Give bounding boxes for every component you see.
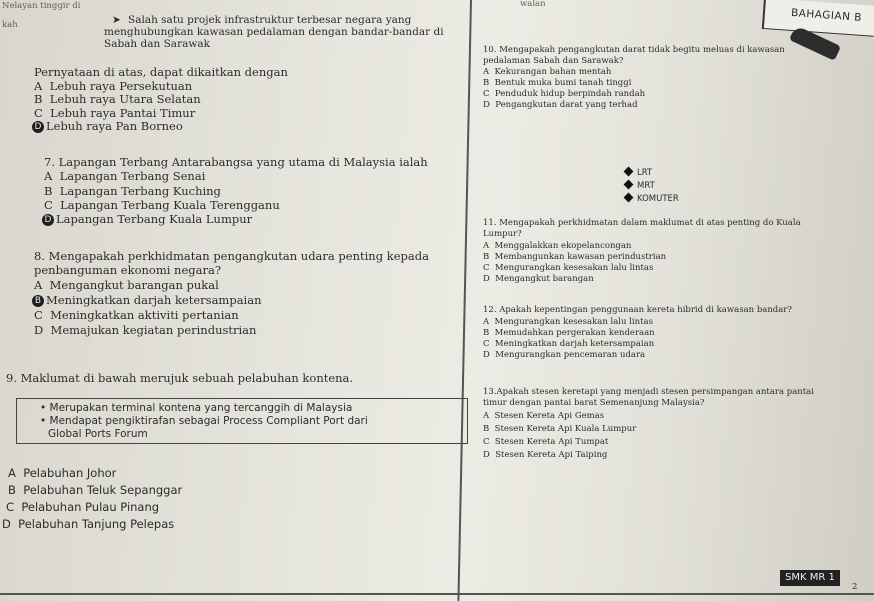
corner-text-top: walan [520, 0, 546, 9]
option-letter: A [483, 67, 490, 77]
option-letter: D [483, 274, 490, 284]
option-text: Mengangkut barangan pukal [49, 278, 219, 292]
option-letter-circled: D [32, 121, 44, 133]
q8-stem-2: penbanguman ekonomi negara? [34, 263, 222, 277]
q9-box-line-2: • Mendapat pengiktirafan sebagai Process Compliant Port dari [40, 415, 368, 427]
box-line-text: Mendapat pengiktirafan sebagai Process Compliant Port dari [49, 415, 368, 427]
q9-option-d [2, 518, 174, 531]
option-letter: B [483, 78, 490, 88]
option-text: Lapangan Terbang Kuching [59, 184, 221, 198]
q12-option-b [483, 328, 655, 338]
q11-option-b [483, 252, 666, 262]
q6-bullet: ➤ [112, 14, 121, 26]
option-letter: A [8, 466, 16, 480]
option-text: Lebuh raya Pantai Timur [50, 106, 196, 120]
option-text: Memudahkan pergerakan kenderaan [494, 328, 655, 338]
option-letter: B [483, 252, 490, 262]
corner-text: Nelayan tinggir di [2, 1, 81, 11]
option-letter: C [483, 339, 490, 349]
option-letter: A [34, 79, 43, 93]
option-letter: A [483, 411, 490, 421]
q9-option-b [8, 484, 182, 497]
option-letter-circled: D [42, 214, 54, 226]
option-text: Pelabuhan Tanjung Pelepas [18, 517, 175, 531]
q9-box-line-1: • Merupakan terminal kontena yang tercanggih di Malaysia [40, 402, 353, 414]
option-text: Memajukan kegiatan perindustrian [50, 323, 257, 337]
legend-item-lrt [625, 168, 652, 179]
option-text: Mengurangkan pencemaran udara [495, 350, 646, 360]
q7-option-a [44, 170, 205, 183]
q12-option-a [483, 317, 653, 327]
legend-item-komuter [625, 194, 679, 205]
option-letter: B [44, 184, 53, 198]
q13-option-a [483, 411, 604, 421]
option-letter-circled: B [32, 295, 44, 307]
q13-option-c [483, 437, 608, 447]
option-letter: D [483, 450, 490, 460]
option-text: Menggalakkan ekopelancongan [494, 241, 632, 251]
q11-option-a [483, 241, 631, 251]
option-text: Stesen Kereta Api Gemas [494, 411, 605, 421]
option-letter: A [44, 169, 53, 183]
option-letter: D [2, 517, 11, 531]
diamond-icon [624, 167, 634, 177]
q6-statement-3: Sabah dan Sarawak [104, 38, 210, 50]
option-text: Meningkatkan darjah ketersampaian [494, 339, 655, 349]
option-text: Lapangan Terbang Kuala Lumpur [56, 212, 253, 226]
q10-option-a [483, 67, 611, 77]
section-label: BAHAGIAN B [790, 6, 863, 24]
option-letter: D [483, 350, 490, 360]
school-badge: SMK MR 1 [780, 570, 840, 586]
q6-option-d [32, 120, 183, 133]
option-text: Membangunkan kawasan perindustrian [494, 252, 667, 262]
box-line-text: Merupakan terminal kontena yang tercanggih di Malaysia [49, 402, 353, 414]
option-text: Mengangkut barangan [495, 274, 594, 284]
q13-stem-2: timur dengan pantai barat Semenanjung Malaysia? [483, 398, 705, 408]
option-text: Pelabuhan Pulau Pinang [21, 500, 160, 514]
section-header [762, 0, 874, 37]
option-letter: C [34, 106, 43, 120]
q10-option-c [483, 89, 645, 99]
q7-option-c [44, 199, 280, 212]
option-text: Mengurangkan kesesakan lalu lintas [494, 263, 654, 273]
q6-stem: Pernyataan di atas, dapat dikaitkan dengan [34, 65, 288, 79]
option-text: Stesen Kereta Api Tumpat [494, 437, 609, 447]
q13-option-d [483, 450, 607, 460]
option-text: Mengurangkan kesesakan lalu lintas [494, 317, 653, 327]
option-letter: C [44, 198, 53, 212]
corner-text-2: kah [2, 20, 18, 30]
q11-stem-2: Lumpur? [483, 229, 522, 239]
q6-statement-1: Salah satu projek infrastruktur terbesar negara yang [128, 14, 412, 26]
q9-stem: 9. Maklumat di bawah merujuk sebuah pelabuhan kontena. [6, 371, 354, 385]
option-letter: B [483, 328, 490, 338]
legend-item-mrt [625, 181, 655, 192]
q10-option-b [483, 78, 631, 88]
option-text: Meningkatkan darjah ketersampaian [46, 293, 262, 307]
q13-option-b [483, 424, 636, 434]
option-letter: C [34, 308, 43, 322]
q8-option-a [34, 279, 219, 292]
option-letter: D [483, 100, 490, 110]
option-letter: D [34, 323, 44, 337]
option-text: Meningkatkan aktiviti pertanian [50, 308, 239, 322]
option-letter: B [483, 424, 490, 434]
option-letter: A [483, 317, 490, 327]
q7-stem: 7. Lapangan Terbang Antarabangsa yang utama di Malaysia ialah [44, 155, 428, 169]
q9-option-c [6, 501, 159, 514]
q11-stem-1: 11. Mengapakah perkhidmatan dalam maklumat di atas penting do Kuala [483, 218, 801, 228]
q9-box-line-3: Global Ports Forum [48, 428, 148, 440]
q8-option-c [34, 309, 239, 322]
q7-option-d [42, 213, 252, 226]
q10-stem-2: pedalaman Sabah dan Sarawak? [483, 56, 624, 66]
option-letter: A [34, 278, 43, 292]
legend-label: KOMUTER [637, 194, 679, 204]
diamond-icon [624, 180, 634, 190]
option-text: Kekurangan bahan mentah [494, 67, 612, 77]
q6-statement-2: menghubungkan kawasan pedalaman dengan bandar-bandar di [104, 26, 444, 38]
legend-label: LRT [637, 168, 653, 178]
q10-stem-1: 10. Mengapakah pengangkutan darat tidak begitu meluas di kawasan [483, 45, 785, 55]
option-text: Pelabuhan Johor [23, 466, 117, 480]
option-text: Lapangan Terbang Kuala Terengganu [60, 198, 280, 212]
column-divider [457, 0, 472, 601]
q8-option-b [32, 294, 262, 307]
option-text: Lebuh raya Persekutuan [49, 79, 193, 93]
option-text: Lebuh raya Pan Borneo [46, 119, 183, 133]
q11-option-c [483, 263, 653, 273]
option-letter: C [483, 437, 490, 447]
page-mark: 2 [852, 582, 858, 592]
option-text: Penduduk hidup berpindah randah [494, 89, 646, 99]
q6-option-b [34, 93, 201, 106]
legend-label: MRT [637, 181, 655, 191]
q12-option-c [483, 339, 654, 349]
option-letter: A [483, 241, 490, 251]
option-letter: C [6, 500, 15, 514]
q8-stem-1: 8. Mengapakah perkhidmatan pengangkutan udara penting kepada [34, 249, 429, 263]
q11-option-d [483, 274, 594, 284]
q8-option-d [34, 324, 256, 337]
option-letter: B [8, 483, 16, 497]
option-text: Pengangkutan darat yang terhad [495, 100, 638, 110]
q13-stem-1: 13.Apakah stesen keretapi yang menjadi stesen persimpangan antara pantai [483, 387, 814, 397]
diamond-icon [624, 193, 634, 203]
option-text: Bentuk muka bumi tanah tinggi [494, 78, 632, 88]
option-letter: C [483, 263, 490, 273]
bottom-rule [0, 593, 874, 595]
option-text: Stesen Kereta Api Kuala Lumpur [494, 424, 637, 434]
option-text: Lapangan Terbang Senai [59, 169, 206, 183]
option-text: Lebuh raya Utara Selatan [49, 92, 201, 106]
q10-option-d [483, 100, 638, 110]
option-text: Pelabuhan Teluk Sepanggar [23, 483, 183, 497]
option-text: Stesen Kereta Api Taiping [495, 450, 608, 460]
q7-option-b [44, 185, 221, 198]
option-letter: C [483, 89, 490, 99]
q12-stem: 12. Apakah kepentingan penggunaan kereta hibrid di kawasan bandar? [483, 305, 792, 315]
option-letter: B [34, 92, 43, 106]
q9-option-a [8, 467, 116, 480]
q12-option-d [483, 350, 645, 360]
